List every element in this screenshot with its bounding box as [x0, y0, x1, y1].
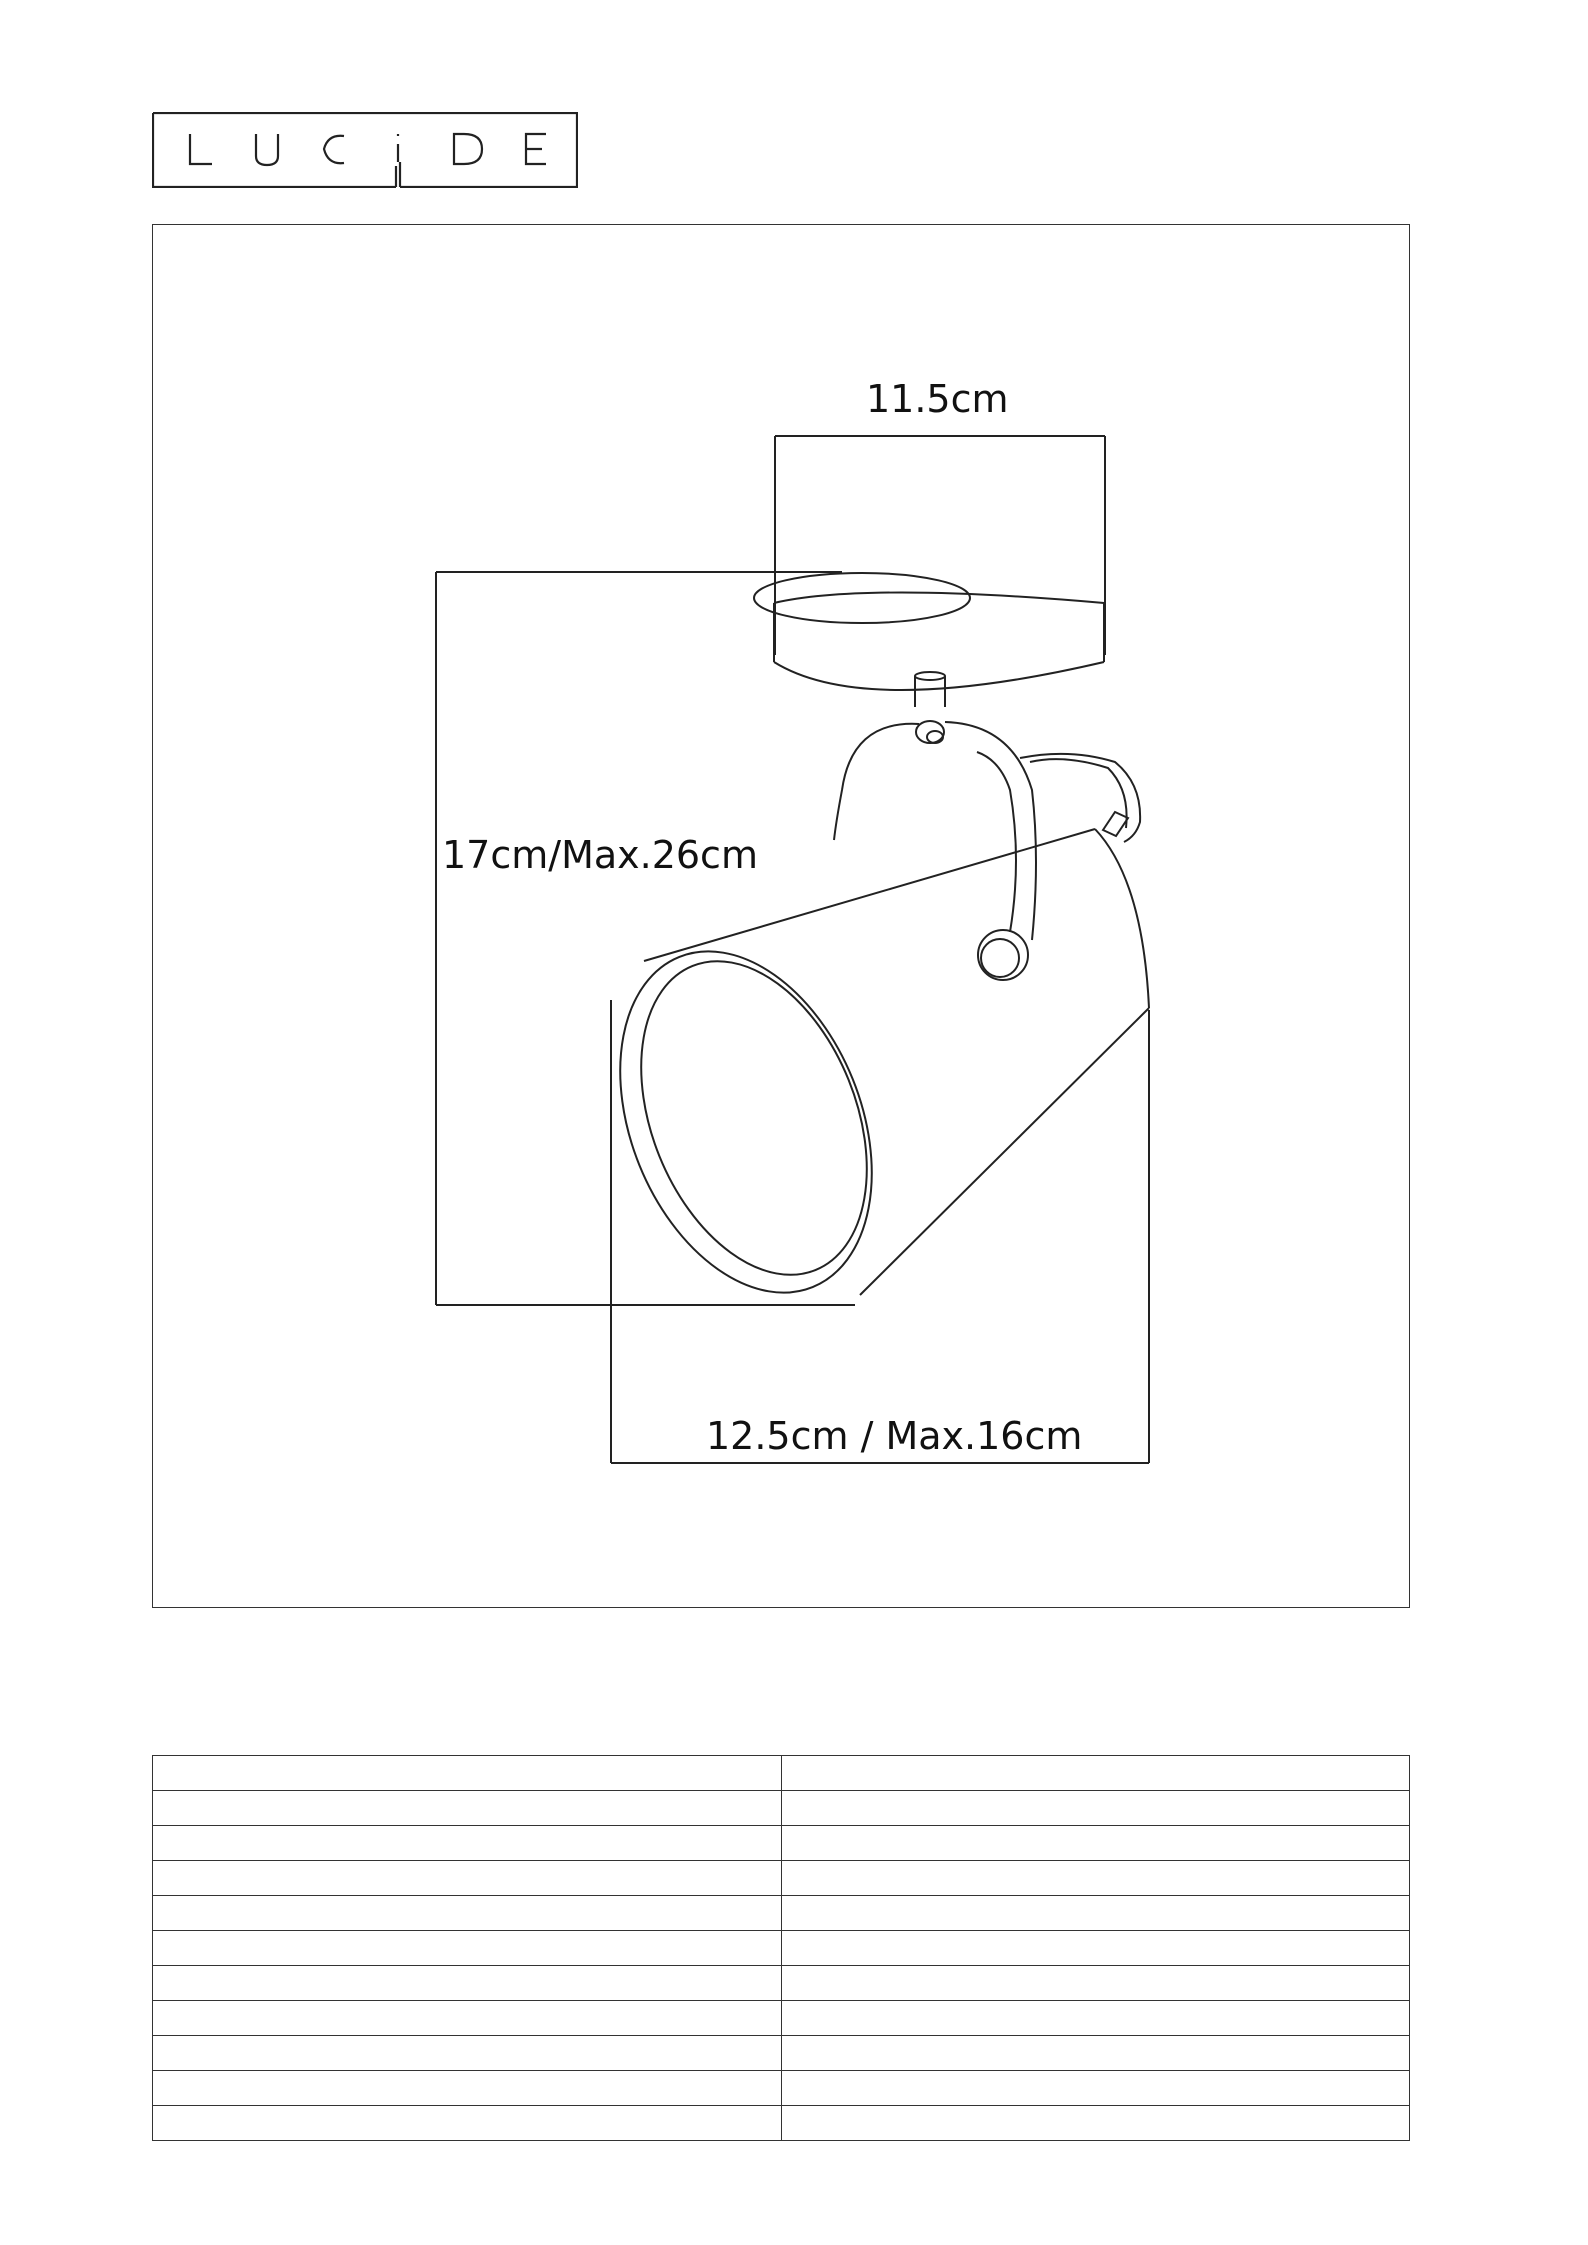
spec-value-cell [781, 2036, 1410, 2071]
spec-label-cell [153, 1791, 782, 1826]
spec-value-cell [781, 1931, 1410, 1966]
table-row [153, 1896, 1410, 1931]
spec-label-cell [153, 2036, 782, 2071]
table-row [153, 1756, 1410, 1791]
spec-label-cell [153, 2071, 782, 2106]
spec-value-cell [781, 1896, 1410, 1931]
spec-table [152, 1755, 1410, 2141]
dim-line-head-width [611, 1000, 1149, 1463]
pivot-knuckle [916, 721, 944, 743]
spec-label-cell [153, 1931, 782, 1966]
dimension-label-base-width: 11.5cm [866, 377, 1009, 421]
spec-value-cell [781, 2071, 1410, 2106]
table-row [153, 1861, 1410, 1896]
cable-stub [1103, 812, 1128, 836]
spec-value-cell [781, 1756, 1410, 1791]
spec-label-cell [153, 1861, 782, 1896]
table-row [153, 1791, 1410, 1826]
spec-label-cell [153, 1966, 782, 2001]
spec-value-cell [781, 1861, 1410, 1896]
table-row [153, 1826, 1410, 1861]
spec-value-cell [781, 1826, 1410, 1861]
spec-label-cell [153, 2106, 782, 2141]
spec-label-cell [153, 1826, 782, 1861]
adjustment-knob [978, 930, 1028, 980]
dim-line-height [436, 572, 855, 1305]
bracket-yoke [834, 722, 1140, 940]
spec-value-cell [781, 1791, 1410, 1826]
spec-label-cell [153, 1756, 782, 1791]
table-row [153, 2036, 1410, 2071]
table-row [153, 2106, 1410, 2141]
table-row [153, 2071, 1410, 2106]
lampshade [573, 829, 1149, 1330]
spec-label-cell [153, 1896, 782, 1931]
spec-value-cell [781, 2001, 1410, 2036]
spec-value-cell [781, 2106, 1410, 2141]
table-row [153, 1931, 1410, 1966]
spec-value-cell [781, 1966, 1410, 2001]
table-row [153, 2001, 1410, 2036]
table-row [153, 1966, 1410, 2001]
dimension-label-head-width: 12.5cm / Max.16cm [706, 1414, 1083, 1458]
spec-label-cell [153, 2001, 782, 2036]
dimension-label-height: 17cm/Max.26cm [442, 833, 758, 877]
